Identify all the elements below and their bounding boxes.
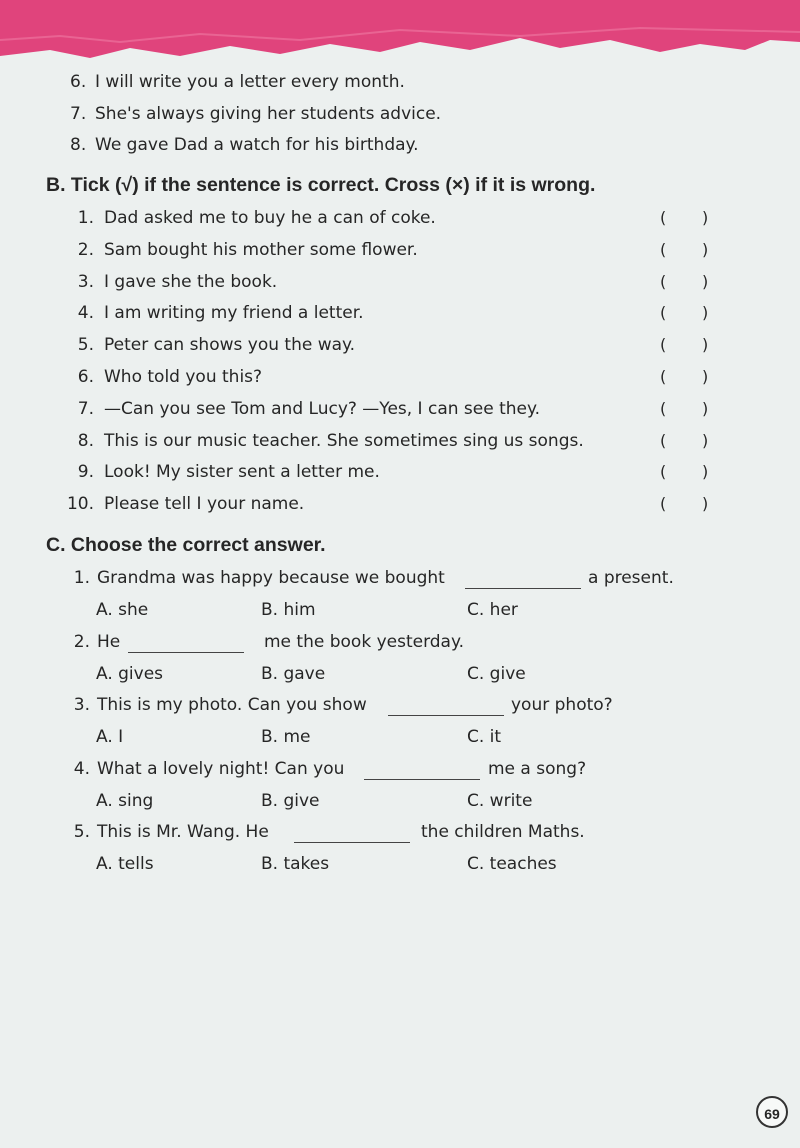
sentence-text: Sam bought his mother some flower. xyxy=(104,240,418,260)
item-number: 7. xyxy=(70,104,87,124)
question-number: 4. xyxy=(73,759,90,779)
sentence-text: I am writing my friend a letter. xyxy=(104,303,364,323)
pink-header-banner xyxy=(0,0,800,72)
question-number: 3. xyxy=(73,695,90,715)
item-number: 4. xyxy=(77,303,94,323)
answer-paren-open: ( xyxy=(660,494,667,513)
item-number: 8. xyxy=(70,135,87,155)
answer-paren-close: ) xyxy=(702,399,709,418)
page-number: 69 xyxy=(756,1096,788,1128)
question-text-after: the children Maths. xyxy=(421,822,585,842)
answer-paren-open: ( xyxy=(660,431,667,450)
item-text: She's always giving her students advice. xyxy=(95,104,442,124)
answer-paren-open: ( xyxy=(660,462,667,481)
part-b-heading: B. Tick (√) if the sentence is correct. Cross (×) if it is wrong. xyxy=(46,174,596,196)
answer-paren-close: ) xyxy=(702,494,709,513)
answer-paren-open: ( xyxy=(660,272,667,291)
answer-paren-open: ( xyxy=(660,399,667,418)
question-text: This is my photo. Can you show xyxy=(97,695,367,715)
question-text-after: a present. xyxy=(588,568,674,588)
answer-option[interactable]: A. I xyxy=(96,727,124,747)
answer-paren-close: ) xyxy=(702,208,709,227)
answer-option[interactable]: C. her xyxy=(467,600,518,620)
question-text-after: me a song? xyxy=(488,759,587,779)
answer-paren-close: ) xyxy=(702,240,709,259)
question-text-after: me the book yesterday. xyxy=(264,632,465,652)
answer-blank[interactable] xyxy=(364,765,480,780)
answer-option[interactable]: B. gave xyxy=(261,664,326,684)
answer-paren-close: ) xyxy=(702,367,709,386)
answer-paren-open: ( xyxy=(660,208,667,227)
question-text: What a lovely night! Can you xyxy=(97,759,345,779)
sentence-text: Dad asked me to buy he a can of coke. xyxy=(104,208,436,228)
sentence-text: I gave she the book. xyxy=(104,272,278,292)
answer-option[interactable]: C. teaches xyxy=(467,854,557,874)
answer-option[interactable]: C. it xyxy=(467,727,502,747)
question-text: Grandma was happy because we bought xyxy=(97,568,445,588)
sentence-text: Peter can shows you the way. xyxy=(104,335,356,355)
question-number: 5. xyxy=(73,822,90,842)
answer-option[interactable]: A. tells xyxy=(96,854,154,874)
item-number: 9. xyxy=(77,462,94,482)
answer-option[interactable]: B. him xyxy=(261,600,316,620)
sentence-text: This is our music teacher. She sometimes sing us songs. xyxy=(104,431,584,451)
item-number: 6. xyxy=(77,367,94,387)
item-text: We gave Dad a watch for his birthday. xyxy=(95,135,419,155)
answer-option[interactable]: A. sing xyxy=(96,791,154,811)
answer-option[interactable]: B. me xyxy=(261,727,311,747)
part-c-heading: C. Choose the correct answer. xyxy=(46,534,326,556)
answer-option[interactable]: B. give xyxy=(261,791,320,811)
question-text-after: your photo? xyxy=(511,695,613,715)
item-number: 2. xyxy=(77,240,94,260)
answer-paren-close: ) xyxy=(702,272,709,291)
answer-paren-close: ) xyxy=(702,431,709,450)
sentence-text: Who told you this? xyxy=(104,367,263,387)
answer-option[interactable]: C. give xyxy=(467,664,526,684)
answer-paren-open: ( xyxy=(660,335,667,354)
question-text: This is Mr. Wang. He xyxy=(97,822,269,842)
answer-paren-close: ) xyxy=(702,335,709,354)
question-number: 1. xyxy=(73,568,90,588)
item-number: 5. xyxy=(77,335,94,355)
answer-option[interactable]: A. gives xyxy=(96,664,164,684)
answer-paren-close: ) xyxy=(702,462,709,481)
question-number: 2. xyxy=(73,632,90,652)
answer-option[interactable]: A. she xyxy=(96,600,149,620)
answer-option[interactable]: C. write xyxy=(467,791,533,811)
answer-blank[interactable] xyxy=(388,701,504,716)
item-number: 10. xyxy=(66,494,94,514)
sentence-text: —Can you see Tom and Lucy? —Yes, I can see they. xyxy=(104,399,541,419)
item-number: 7. xyxy=(77,399,94,419)
answer-blank[interactable] xyxy=(128,638,244,653)
question-text: He xyxy=(97,632,121,652)
item-number: 1. xyxy=(77,208,94,228)
answer-blank[interactable] xyxy=(465,574,581,589)
item-number: 6. xyxy=(70,72,87,92)
answer-paren-open: ( xyxy=(660,367,667,386)
answer-blank[interactable] xyxy=(294,828,410,843)
answer-option[interactable]: B. takes xyxy=(261,854,330,874)
item-text: I will write you a letter every month. xyxy=(95,72,405,92)
item-number: 3. xyxy=(77,272,94,292)
sentence-text: Look! My sister sent a letter me. xyxy=(104,462,380,482)
sentence-text: Please tell I your name. xyxy=(104,494,305,514)
answer-paren-open: ( xyxy=(660,303,667,322)
answer-paren-close: ) xyxy=(702,303,709,322)
item-number: 8. xyxy=(77,431,94,451)
answer-paren-open: ( xyxy=(660,240,667,259)
